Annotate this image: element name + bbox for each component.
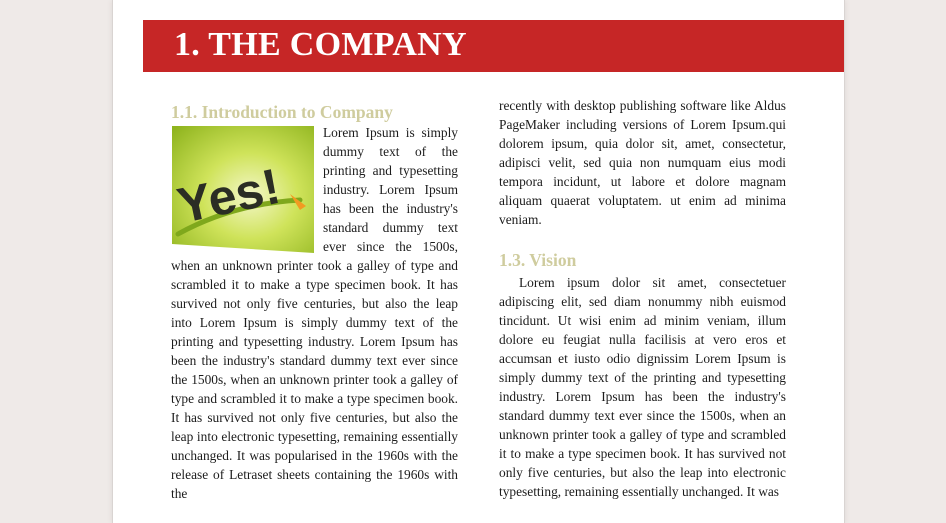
vision-heading: 1.3. Vision (499, 250, 577, 270)
continuation-paragraph: recently with desktop publishing software like Aldus PageMaker including versions of Lorem Ipsum.qui dolorem ipsum, quia dolor sit, amet, consectetur, adipisci velit, sed quia non numquam eius modi tempora incidunt, ut labore et dolore magnam aliquam quaerat voluptatem. ut enim ad minima veniam. (499, 98, 786, 227)
document-page (112, 0, 845, 523)
yes-image (172, 126, 314, 253)
right-column (499, 96, 786, 501)
chapter-banner (143, 20, 844, 72)
vision-paragraph: Lorem ipsum dolor sit amet, consectetuer adipiscing elit, sed diam nonummy nibh euismod tincidunt. Ut wisi enim ad minim veniam, illum dolore eu feugiat nulla facilisis at vero eros et accumsan et iusto odio dignissim Lorem Ipsum is simply dummy text of the printing and typesetting industry. Lorem Ipsum has been the industry's standard dummy text ever since the 1500s, when an unknown printer took a galley of type and scrambled it to make a type specimen book. It has survived not only five centuries, but also the leap into electronic typesetting, remaining essentially unchanged. It was (499, 275, 786, 499)
intro-body: Lorem Ipsum is simply dummy text of the printing and typesetting industry. Lorem Ipsum has been the industry's standard dummy text ever since the 1500s, when an unknown printer took a galley of type and scrambled it to make a type specimen book. It has survived not only five centuries, but also the leap into Lorem Ipsum is simply dummy text of the printing and typesetting industry. Lorem Ipsum has been the industry's standard dummy text ever since the 1500s, when an unknown printer took a galley of type and scrambled it to make a type specimen book. It has survived not only five centuries, but also the leap into electronic typesetting, remaining essentially unchanged. It was popularised in the 1960s with the release of Letraset sheets containing the 1960s with the (171, 125, 458, 501)
intro-heading: 1.1. Introduction to Company (171, 102, 393, 122)
chapter-title: 1. THE COMPANY (174, 26, 467, 63)
yes-image-text: Yes! (172, 157, 285, 235)
left-column (171, 96, 458, 503)
intro-paragraph (171, 123, 458, 503)
